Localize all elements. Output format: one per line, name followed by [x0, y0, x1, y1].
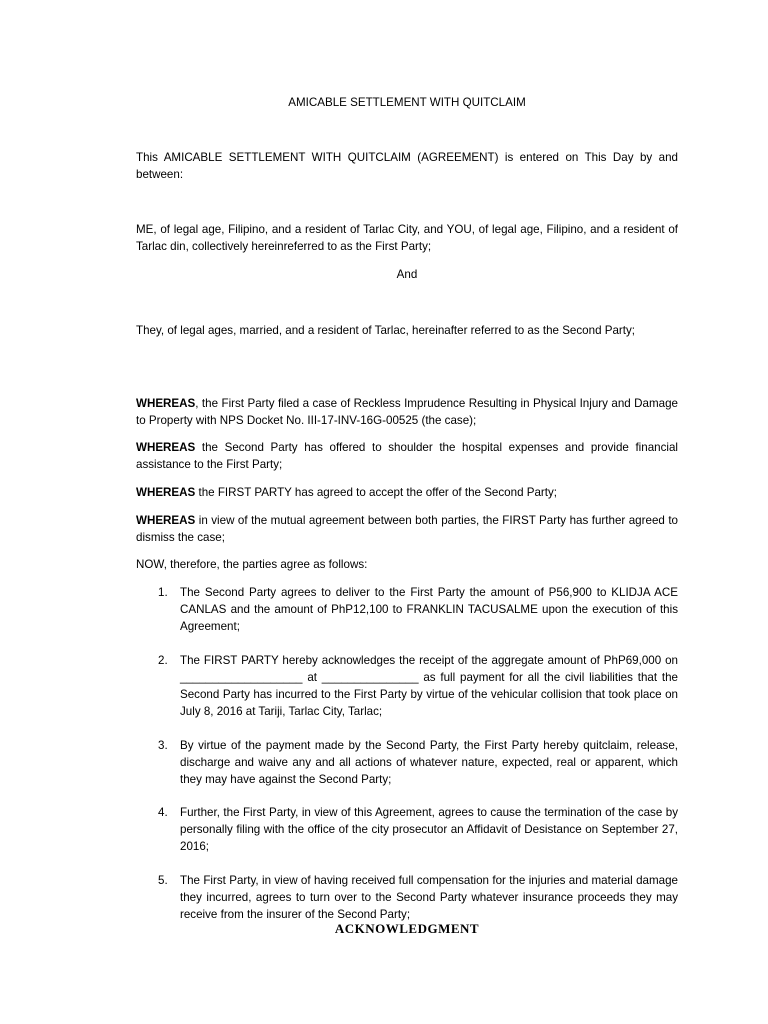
list-item-number: 4. [158, 806, 168, 819]
list-item-number: 5. [158, 874, 168, 887]
and-separator: And [396, 268, 418, 281]
document-title: AMICABLE SETTLEMENT WITH QUITCLAIM [288, 96, 526, 109]
whereas-lead: WHEREAS [136, 514, 196, 527]
now-therefore-paragraph: NOW, therefore, the parties agree as follows: [136, 558, 368, 571]
whereas-clause [136, 512, 678, 546]
list-item-number: 1. [158, 586, 168, 599]
list-item-number: 3. [158, 739, 168, 752]
whereas-text: , the First Party filed a case of Reckless Imprudence Resulting in Physical Injury and Damage to Property with NPS Docket No. III-17-INV-16G-00525 (the case); [136, 397, 678, 427]
list-item-text: The First Party, in view of having received full compensation for the injuries and material damage they incurred, agrees to turn over to the Second Party whatever insurance proceeds they may receive from the insurer of the Second Party; [180, 874, 678, 921]
list-item-number: 2. [158, 654, 168, 667]
whereas-clause [136, 395, 678, 429]
whereas-clause [136, 484, 678, 501]
list-item-text: The Second Party agrees to deliver to the First Party the amount of P56,900 to KLIDJA ACE CANLAS and the amount of PhP12,100 to FRANKLIN TACUSALME upon the execution of this Agreement; [180, 586, 678, 633]
second-party-paragraph: They, of legal ages, married, and a resident of Tarlac, hereinafter referred to as the Second Party; [136, 324, 636, 337]
whereas-text: in view of the mutual agreement between both parties, the FIRST Party has further agreed to dismiss the case; [136, 514, 678, 544]
whereas-clause [136, 439, 678, 473]
list-item-text: By virtue of the payment made by the Second Party, the First Party hereby quitclaim, release, discharge and waive any and all actions of whatever nature, expected, real or apparent, which they may have against the Second Party; [180, 739, 678, 786]
whereas-text: the Second Party has offered to shoulder the hospital expenses and provide financial assistance to the First Party; [136, 441, 678, 471]
intro-paragraph: This AMICABLE SETTLEMENT WITH QUITCLAIM (AGREEMENT) is entered on This Day by and between: [136, 151, 678, 181]
whereas-lead: WHEREAS [136, 441, 196, 454]
acknowledgment-heading: ACKNOWLEDGMENT [334, 921, 480, 936]
first-party-paragraph: ME, of legal age, Filipino, and a resident of Tarlac City, and YOU, of legal age, Filipino, and a resident of Tarlac din, collectively hereinreferred to as the First Party; [136, 223, 678, 253]
whereas-lead: WHEREAS [136, 397, 196, 410]
whereas-lead: WHEREAS [136, 486, 196, 499]
list-item-text: Further, the First Party, in view of this Agreement, agrees to cause the termination of the case by personally filing with the office of the city prosecutor an Affidavit of Desistance on September 27, 2016; [180, 806, 678, 853]
list-item-text: The FIRST PARTY hereby acknowledges the receipt of the aggregate amount of PhP69,000 on ___________________ at _______________ as full payment for all the civil liabilities that the Second Party has incurred to the First Party by virtue of the vehicular collision that took place on July 8, 2016 at Tariji, Tarlac City, Tarlac; [180, 654, 678, 718]
whereas-text: the FIRST PARTY has agreed to accept the offer of the Second Party; [195, 486, 558, 499]
